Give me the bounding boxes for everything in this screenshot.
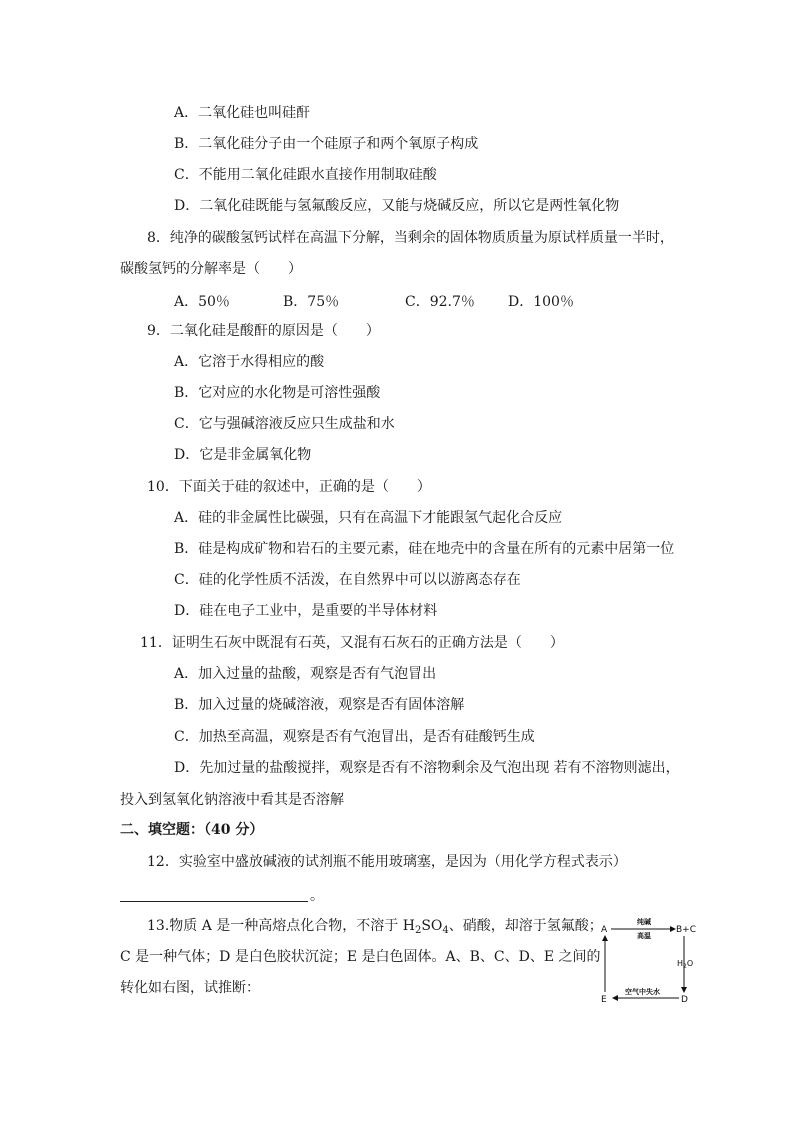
node-a-label: A (601, 925, 608, 935)
q13-sub-2: 2 (414, 925, 422, 936)
q7-option-d: D．二氧化硅既能与氢氟酸反应，又能与烧碱反应，所以它是两性氧化物 (174, 198, 620, 214)
q13-line3: 转化如右图，试推断： (120, 980, 260, 996)
q8-stem-line1: 8．纯净的碳酸氢钙试样在高温下分解，当剩余的固体物质质量为原试样质量一半时， (147, 230, 674, 246)
arrow-bottom-label: 空气中失水 (625, 988, 660, 996)
q9-option-c: C．它与强碱溶液反应只生成盐和水 (174, 416, 395, 432)
q13-line1-part-c: 、硝酸，却溶于氢氟酸； (448, 918, 603, 934)
q8-option-c: C．92.7％ (405, 294, 475, 310)
arrow-right-o: O (686, 959, 694, 968)
q8-option-d: D．100％ (508, 294, 574, 310)
node-e-label: E (601, 995, 607, 1005)
arrow-top-condition-label: 高温 (637, 932, 651, 940)
q12-stem: 12．实验室中盛放碱液的试剂瓶不能用玻璃塞，是因为（用化学方程式表示） (147, 854, 627, 870)
q12-answer-blank[interactable] (120, 901, 308, 902)
q10-option-d: D．硅在电子工业中，是重要的半导体材料 (174, 603, 438, 619)
q11-stem: 11．证明生石灰中既混有石英，又混有石灰石的正确方法是（ ） (140, 635, 564, 651)
q9-option-d: D．它是非金属氧化物 (174, 447, 312, 463)
q10-option-a: A．硅的非金属性比碳强，只有在高温下才能跟氢气起化合反应 (174, 510, 563, 526)
q7-option-c: C．不能用二氧化硅跟水直接作用制取硅酸 (174, 167, 437, 183)
q11-option-d-continued: 投入到氢氧化钠溶液中看其是否溶解 (120, 792, 344, 808)
q10-option-c: C．硅的化学性质不活泼，在自然界中可以以游离态存在 (174, 572, 521, 588)
q13-sub-4: 4 (442, 925, 449, 936)
arrow-top-reagent-label: 纯碱 (637, 918, 651, 926)
arrow-right-sub: 2 (683, 963, 687, 970)
q7-option-b: B．二氧化硅分子由一个硅原子和两个氧原子构成 (174, 136, 479, 152)
q11-option-a: A．加入过量的盐酸，观察是否有气泡冒出 (174, 666, 437, 682)
q10-stem: 10．下面关于硅的叙述中，正确的是（ ） (147, 479, 431, 495)
q8-option-b: B．75％ (283, 294, 340, 310)
conversion-diagram (595, 910, 705, 1008)
section-2-title: 二、填空题：（40 分） (120, 822, 264, 838)
q13-line1-part-b: SO (421, 918, 443, 934)
q7-option-a: A．二氧化硅也叫硅酐 (174, 105, 311, 121)
q11-option-c: C．加热至高温，观察是否有气泡冒出，是否有硅酸钙生成 (174, 729, 535, 745)
q13-line1 (147, 917, 603, 935)
q12-end-mark: 。 (310, 888, 324, 904)
arrow-right-h: H (677, 959, 684, 968)
node-d-label: D (681, 995, 688, 1005)
q13-line1-part-a: 13.物质 A 是一种高熔点化合物，不溶于 H (147, 918, 415, 934)
q8-stem-line2: 碳酸氢钙的分解率是（ ） (120, 261, 302, 277)
node-bc-label: B+C (676, 925, 696, 935)
arrow-right-label (677, 959, 693, 970)
q8-option-a: A．50％ (174, 294, 230, 310)
q9-option-b: B．它对应的水化物是可溶性强酸 (174, 385, 381, 401)
q11-option-d: D．先加过量的盐酸搅拌，观察是否有不溶物剩余及气泡出现 若有不溶物则滤出， (174, 760, 680, 776)
q9-option-a: A．它溶于水得相应的酸 (174, 354, 325, 370)
q13-line2: C 是一种气体；D 是白色胶状沉淀；E 是白色固体。A、B、C、D、E 之间的 (120, 949, 601, 965)
q9-stem: 9．二氧化硅是酸酐的原因是（ ） (147, 323, 380, 339)
q10-option-b: B．硅是构成矿物和岩石的主要元素，硅在地壳中的含量在所有的元素中居第一位 (174, 541, 675, 557)
q11-option-b: B．加入过量的烧碱溶液，观察是否有固体溶解 (174, 697, 465, 713)
